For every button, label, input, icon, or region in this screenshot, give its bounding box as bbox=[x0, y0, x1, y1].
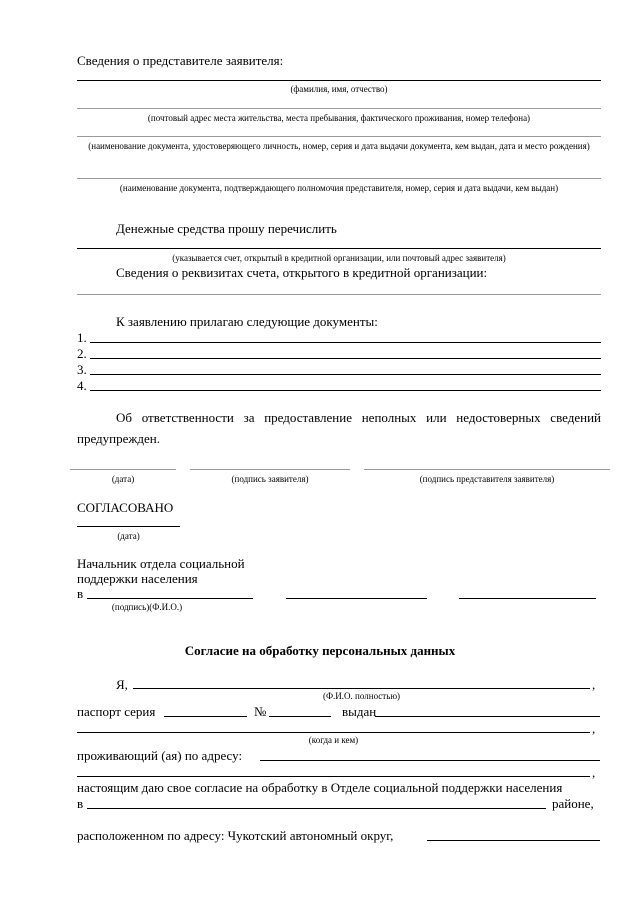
head-name-line[interactable] bbox=[459, 598, 596, 599]
department-head-line3: в bbox=[77, 586, 84, 601]
approval-date-caption: (дата) bbox=[117, 531, 140, 541]
id-doc-caption: (наименование документа, удостоверяющего личность, номер, серия и дата выдачи документа, кем выдан, дата и место рождения) bbox=[88, 141, 590, 151]
issued-caption: (когда и кем) bbox=[308, 735, 359, 745]
department-head-line1: Начальник отдела социальной bbox=[77, 556, 245, 571]
consent-text: настоящим даю свое согласие на обработку в Отделе социальной поддержки населения bbox=[77, 780, 563, 795]
date-signature-line[interactable] bbox=[70, 469, 176, 470]
department-location-line[interactable] bbox=[87, 598, 253, 599]
approval-date-line[interactable] bbox=[77, 526, 180, 527]
id-doc-line[interactable] bbox=[77, 136, 601, 137]
residing-label: проживающий (ая) по адресу: bbox=[77, 748, 243, 763]
applicant-signature-line[interactable] bbox=[190, 469, 350, 470]
head-signature-line[interactable] bbox=[286, 598, 427, 599]
attachment-line-4[interactable] bbox=[90, 390, 601, 391]
authority-doc-caption: (наименование документа, подтверждающего полномочия представителя, номер, серия и дата выдачи, кем выдан) bbox=[119, 183, 559, 193]
fio-comma: , bbox=[592, 677, 596, 692]
passport-series-label: паспорт серия bbox=[77, 704, 156, 719]
attachment-number-1: 1. bbox=[77, 330, 87, 345]
address-caption: (почтовый адрес места жительства, места пребывания, фактического проживания, номер телефона) bbox=[147, 113, 531, 123]
address-line[interactable] bbox=[77, 108, 601, 109]
issued-continuation-line[interactable] bbox=[77, 732, 590, 733]
ya-label: Я, bbox=[116, 677, 128, 692]
in-label: в bbox=[77, 796, 84, 811]
funds-line[interactable] bbox=[77, 248, 601, 249]
attachment-number-2: 2. bbox=[77, 346, 87, 361]
attachment-number-3: 3. bbox=[77, 362, 87, 377]
approval-title: СОГЛАСОВАНО bbox=[77, 500, 174, 515]
applicant-signature-caption: (подпись заявителя) bbox=[231, 474, 309, 484]
account-heading: Сведения о реквизитах счета, открытого в кредитной организации: bbox=[116, 265, 488, 280]
residing-line[interactable] bbox=[260, 760, 600, 761]
consent-fio-line[interactable] bbox=[133, 688, 590, 689]
responsibility-text: Об ответственности за предоставление неполных или недостоверных сведений предупрежден. bbox=[77, 410, 601, 446]
head-sign-caption: (подпись)(Ф.И.О.) bbox=[111, 602, 183, 612]
attachment-number-4: 4. bbox=[77, 378, 87, 393]
district-label: районе, bbox=[552, 796, 594, 811]
district-line[interactable] bbox=[87, 808, 546, 809]
number-sign: № bbox=[254, 704, 267, 719]
representative-signature-line[interactable] bbox=[364, 469, 610, 470]
representative-signature-caption: (подпись представителя заявителя) bbox=[419, 474, 555, 484]
representative-heading: Сведения о представителе заявителя: bbox=[77, 53, 284, 68]
funds-caption: (указывается счет, открытый в кредитной организации, или почтовый адрес заявителя) bbox=[172, 253, 506, 263]
located-label: расположенном по адресу: Чукотский автономный округ, bbox=[77, 828, 394, 843]
department-head-line2: поддержки населения bbox=[77, 571, 198, 586]
attachment-line-3[interactable] bbox=[90, 374, 601, 375]
located-line[interactable] bbox=[427, 840, 600, 841]
consent-fio-caption: (Ф.И.О. полностью) bbox=[322, 691, 401, 701]
fio-caption: (фамилия, имя, отчество) bbox=[290, 84, 388, 94]
attachments-heading: К заявлению прилагаю следующие документы: bbox=[116, 314, 378, 329]
issued-line[interactable] bbox=[375, 716, 600, 717]
fio-line[interactable] bbox=[77, 80, 601, 81]
residing-comma: , bbox=[592, 765, 596, 780]
attachment-line-2[interactable] bbox=[90, 358, 601, 359]
attachment-line-1[interactable] bbox=[90, 342, 601, 343]
passport-series-line[interactable] bbox=[164, 716, 247, 717]
issued-comma: , bbox=[592, 721, 596, 736]
residing-continuation-line[interactable] bbox=[77, 776, 590, 777]
funds-text: Денежные средства прошу перечислить bbox=[116, 221, 337, 236]
date-caption: (дата) bbox=[111, 474, 135, 484]
consent-title: Согласие на обработку персональных данных bbox=[184, 643, 456, 658]
passport-number-line[interactable] bbox=[269, 716, 331, 717]
authority-doc-line[interactable] bbox=[77, 178, 601, 179]
issued-label: выдан bbox=[342, 704, 377, 719]
account-line[interactable] bbox=[77, 294, 601, 295]
